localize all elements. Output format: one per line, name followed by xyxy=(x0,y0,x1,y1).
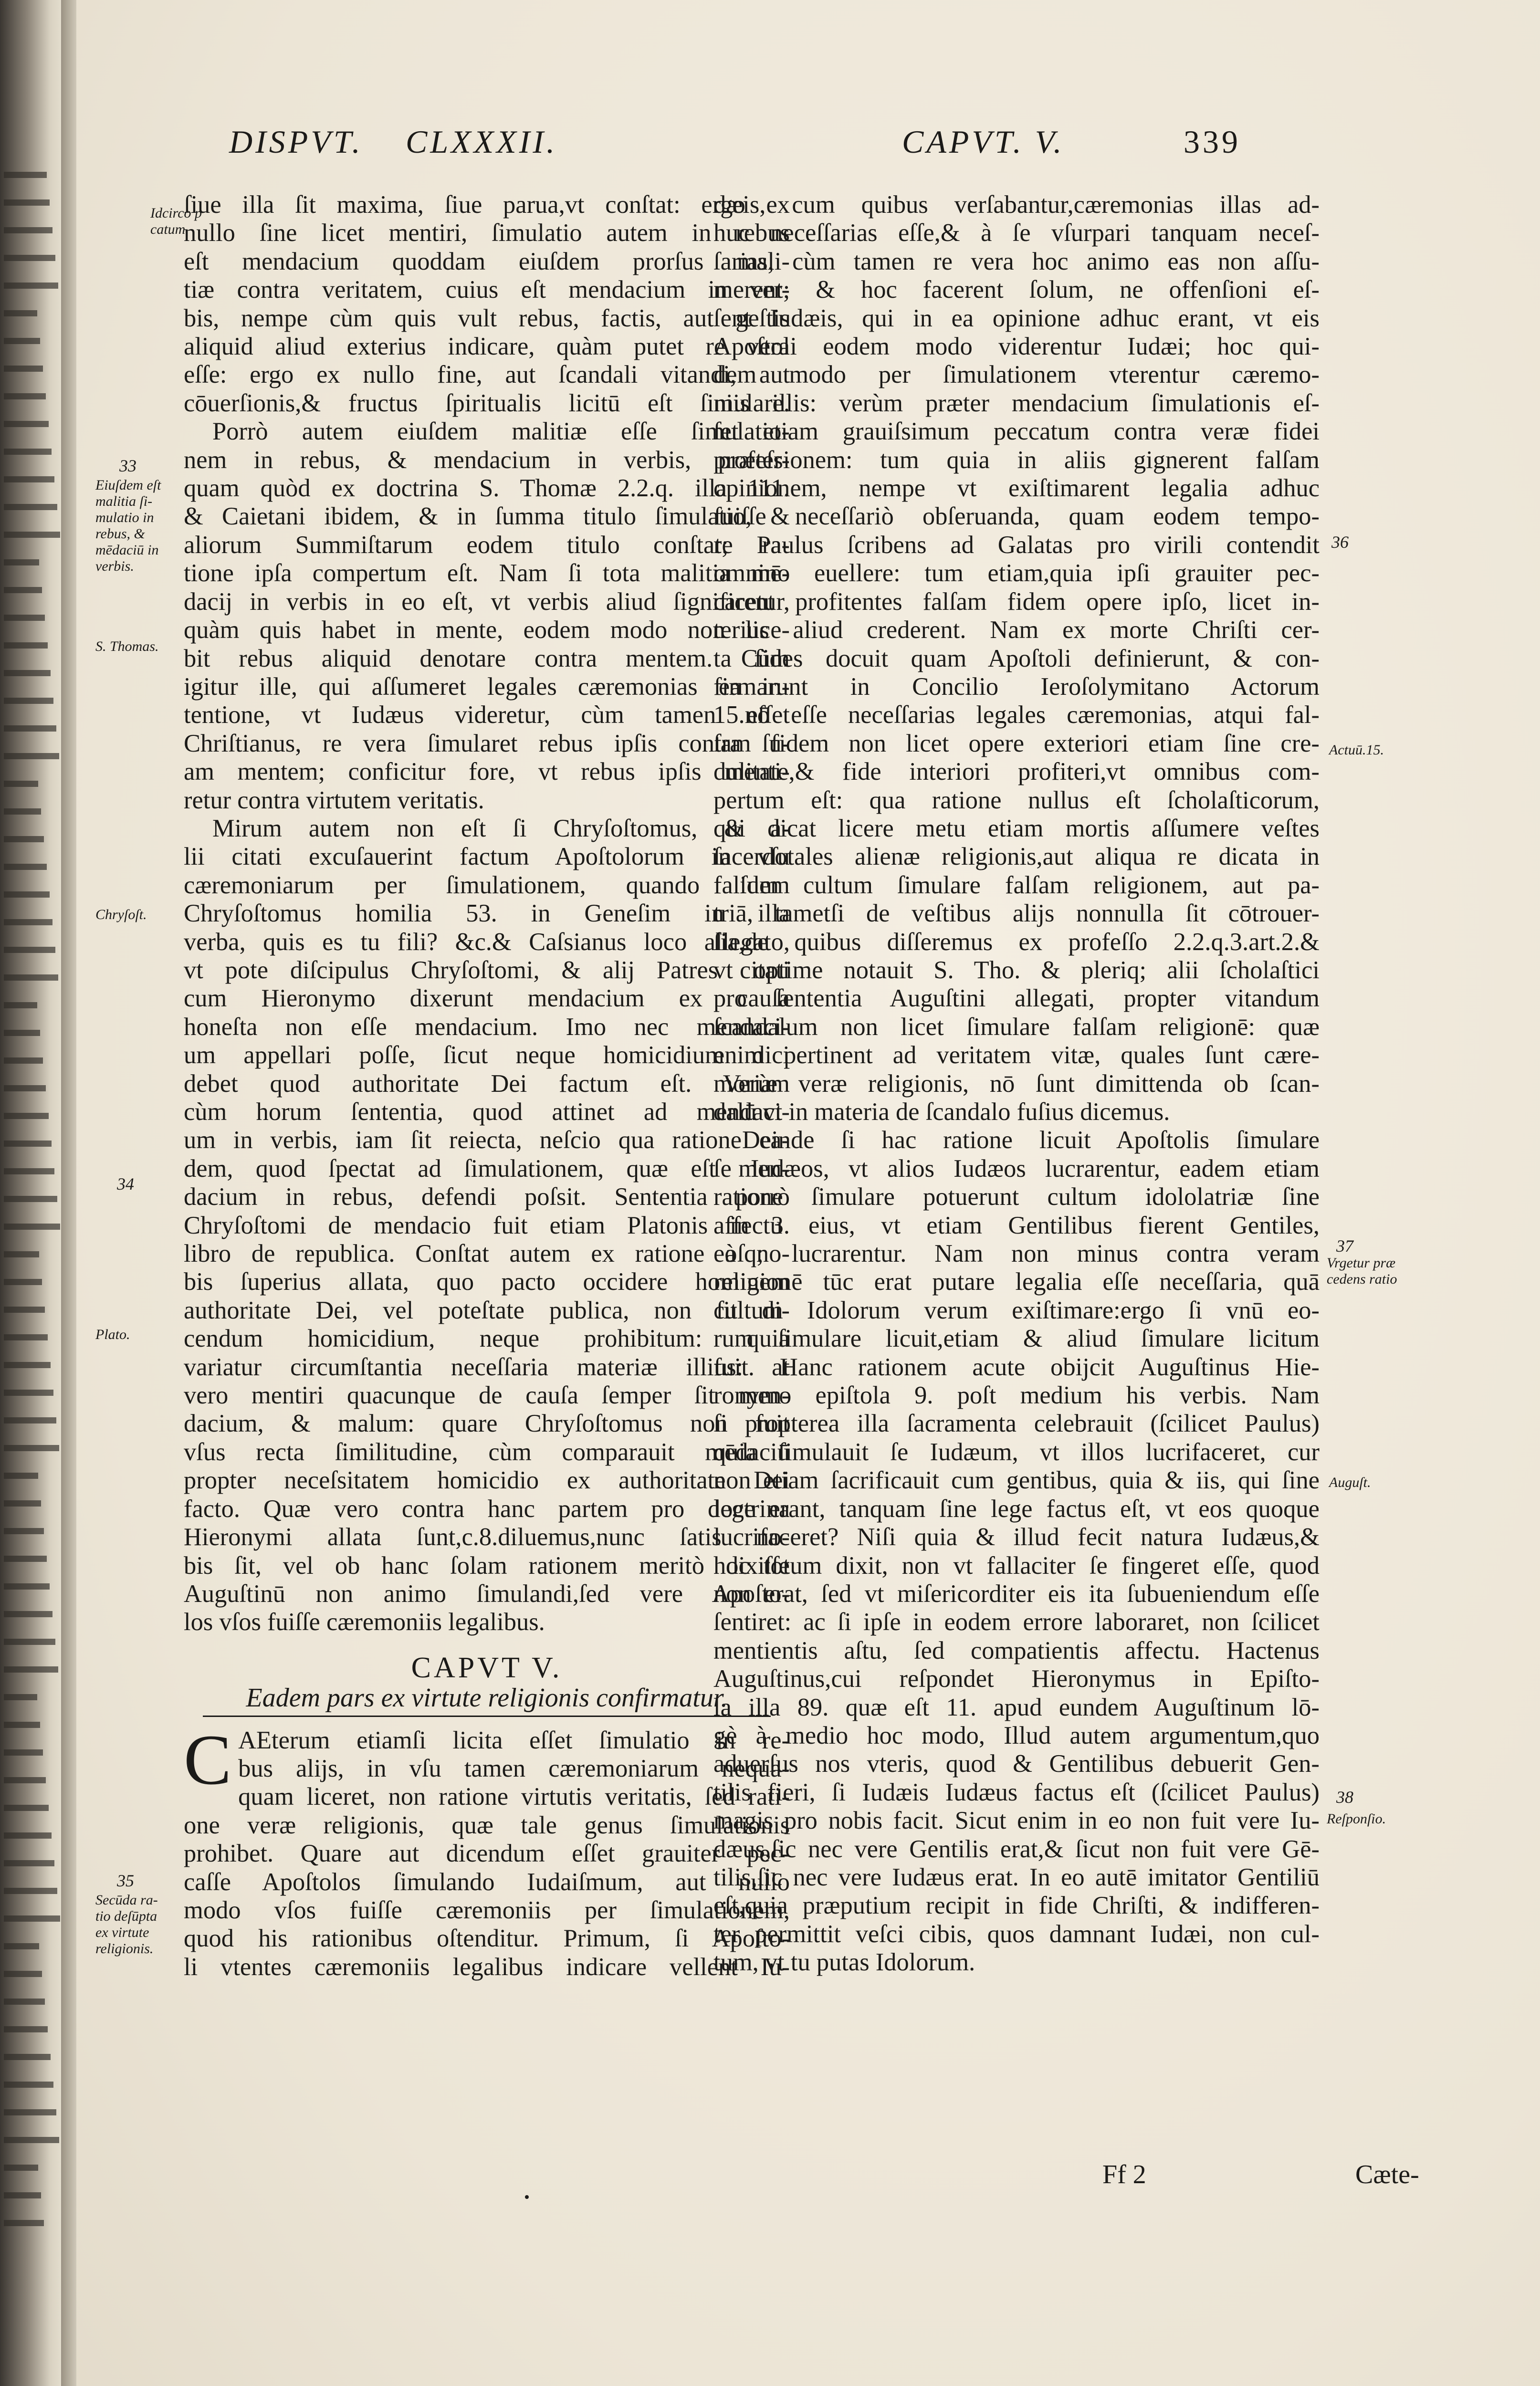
text-line: cendum homicidium, neque prohibitum: quia xyxy=(184,1325,790,1353)
edge-text-line xyxy=(4,725,56,732)
edge-text-line xyxy=(4,781,38,787)
text-line: ſacerdotales alienæ religionis,aut aliqua re dicata in xyxy=(713,843,1320,871)
text-line: bis, nempe cùm quis vult rebus, factis, aut geſtis xyxy=(184,304,790,332)
edge-text-line xyxy=(4,2220,44,2226)
text-line: nullo ſine licet mentiri, ſimulatio autem in rebus xyxy=(184,219,790,247)
right-text-column xyxy=(713,191,1320,1977)
text-line: qui dicat licere metu etiam mortis aſſumere veſtes xyxy=(713,814,1320,842)
text-line: ta fides docuit quam Apoſtoli definierunt, & con- xyxy=(713,644,1320,672)
text-line: & Caietani ibidem, & in ſumma titulo ſimulatio, & xyxy=(184,502,790,531)
text-line: Chryſoſtomi de mendacio fuit etiam Platonis in 3. xyxy=(184,1211,790,1239)
edge-text-line xyxy=(4,2054,51,2060)
text-line: ſam fidem non licet opere exteriori etiam ſine cre- xyxy=(713,729,1320,757)
text-line: bis ſuperius allata, quo pacto occidere hominem xyxy=(184,1268,790,1296)
edge-text-line xyxy=(4,1777,46,1783)
edge-text-line xyxy=(4,1971,42,1977)
margin-note: S. Thomas. xyxy=(95,638,159,654)
margin-number: 33 xyxy=(119,456,136,475)
margin-number: 35 xyxy=(117,1871,134,1890)
edge-text-line xyxy=(4,1915,60,1922)
text-line: cum Hieronymo dixerunt mendacium ex cauſa xyxy=(184,984,790,1013)
text-line: ſarias, cùm tamen re vera hoc animo eas non aſſu- xyxy=(713,247,1320,275)
edge-text-line xyxy=(4,449,52,455)
margin-number: 38 xyxy=(1336,1788,1353,1807)
text-line: ſia,de quibus diſſeremus ex profeſſo 2.2.q.3.art.2.& xyxy=(713,928,1320,956)
text-line: terius aliud crederent. Nam ex morte Chriſti cer- xyxy=(713,616,1320,644)
edge-text-line xyxy=(4,1999,45,2005)
margin-note-line: Idcirco p xyxy=(150,205,202,221)
paragraph xyxy=(184,418,790,815)
edge-text-line xyxy=(4,1307,45,1313)
text-line: quod his rationibus oſtenditur. Primum, ſi Apoſto- xyxy=(184,1925,790,1953)
edge-text-line xyxy=(4,1666,58,1673)
text-line: cùm horum ſententia, quod attinet ad mendaci- xyxy=(184,1098,790,1126)
text-line: omnino euellere: tum etiam,quia ipſi grauiter pec- xyxy=(713,559,1320,587)
text-line: merent; & hoc facerent ſolum, ne offenſioni eſ- xyxy=(713,276,1320,304)
margin-note: Plato. xyxy=(95,1327,130,1342)
margin-note xyxy=(95,477,172,575)
margin-note-line: rebus, & xyxy=(95,526,145,542)
edge-text-line xyxy=(4,1224,60,1230)
text-line: eoſq; lucrarentur. Nam non minus contra veram xyxy=(713,1240,1320,1268)
edge-text-line xyxy=(4,1500,41,1507)
text-line: honeſta non eſſe mendacium. Imo nec mendaci- xyxy=(184,1013,790,1041)
edge-text-line xyxy=(4,255,55,261)
margin-note-line: Secūda ra- xyxy=(95,1892,158,1908)
edge-text-line xyxy=(4,1528,44,1534)
margin-note xyxy=(95,1892,177,1957)
edge-text-line xyxy=(4,366,43,372)
edge-text-line xyxy=(4,1251,39,1257)
edge-text-line xyxy=(4,1196,57,1202)
paragraph xyxy=(184,815,790,1637)
text-line: religionē tūc erat putare legalia eſſe neceſſaria, quā xyxy=(713,1268,1320,1296)
text-line: cultum Idolorum verum exiſtimare:ergo ſi vnū eo- xyxy=(713,1296,1320,1324)
text-line: re Paulus ſcribens ad Galatas pro virili contendit xyxy=(713,531,1320,559)
edge-text-line xyxy=(4,1749,43,1756)
text-line: cōuerſionis,& fructus ſpiritualis licitū eſt ſimulare. xyxy=(184,389,790,417)
text-line: Chryſoſtomus homilia 53. in Geneſim in illa xyxy=(184,900,790,928)
edge-text-line xyxy=(4,504,57,510)
margin-note xyxy=(1327,1255,1422,1287)
text-line: hoc totum dixit, non vt fallaciter ſe fingeret eſſe, quod xyxy=(713,1551,1320,1580)
text-line: dulitate,& fide interiori profiteri,vt omnibus com- xyxy=(713,758,1320,786)
previous-page-edge xyxy=(0,0,67,2386)
text-line: tilis fieri, ſi Iudæis Iudæus factus eſt (ſcilicet Paulus) xyxy=(713,1778,1320,1806)
edge-text-line xyxy=(4,1943,39,1949)
text-line: non etiam ſacrificauit cum gentibus, quia & iis, qui ſine xyxy=(713,1466,1320,1495)
edge-text-line xyxy=(4,1417,56,1423)
text-line: modo vſos fuiſſe cæremoniis per ſimulationem, xyxy=(184,1896,790,1924)
margin-note: Auguſt. xyxy=(1329,1475,1371,1490)
text-line: Porrò autem eiuſdem malitiæ eſſe ſimulatio- xyxy=(212,418,790,446)
text-line: ratione ſimulare potuerunt cultum idololatriæ ſine xyxy=(713,1183,1320,1211)
signature-mark: Ff 2 xyxy=(1102,2160,1146,2189)
text-line: Mirum autem non eſt ſi Chryſoſtomus, & a- xyxy=(212,814,790,842)
edge-text-line xyxy=(4,836,44,842)
text-line: vero mentiri quacunque de cauſa ſemper ſit men- xyxy=(184,1381,790,1410)
text-line: verba, quis es tu fili? &c.& Caſsianus loco allegato, xyxy=(184,928,790,956)
text-line: ſentiret: ac ſi ipſe in eodem errore laboraret, non ſcilicet xyxy=(713,1608,1320,1636)
text-line: enim pertinent ad veritatem vitæ, quales ſunt cære- xyxy=(713,1041,1320,1069)
edge-text-line xyxy=(4,1279,42,1285)
margin-note-line: Vrgetur præ xyxy=(1327,1255,1396,1271)
text-line: variatur circumſtantia neceſſaria materiæ illius: at xyxy=(184,1353,790,1381)
edge-text-line xyxy=(4,2109,56,2115)
margin-note: Chryſoſt. xyxy=(95,907,147,922)
text-line: retur contra virtutem veritatis. xyxy=(184,786,484,814)
paragraph xyxy=(713,1126,1320,1977)
text-line: mentientis aſtu, ſed compatientis affectu. Hactenus xyxy=(713,1636,1320,1664)
printer-mark xyxy=(525,2195,529,2199)
edge-text-line xyxy=(4,1583,50,1590)
edge-text-line xyxy=(4,1860,54,1866)
edge-text-line xyxy=(4,476,54,482)
chapter-subtitle: Eadem pars ex virtute religionis confirmatur. xyxy=(203,1684,771,1716)
edge-text-line xyxy=(4,642,48,649)
text-line: ſcandalum non licet ſimulare falſam religionē: quæ xyxy=(713,1013,1320,1041)
paragraph xyxy=(713,191,1320,1126)
text-line: nem in rebus, & mendacium in verbis, præter- xyxy=(184,446,790,474)
text-line: debet quod authoritate Dei factum eſt. Verùm xyxy=(184,1069,790,1098)
edge-text-line xyxy=(4,1057,43,1064)
text-line: Chriſtianus, re vera ſimularet rebus ipſis contra ſu- xyxy=(184,729,790,757)
text-line: pertum eſt: qua ratione nullus eſt ſcholaſticorum, xyxy=(713,786,1320,814)
edge-text-line xyxy=(4,1390,53,1396)
margin-number: 37 xyxy=(1336,1236,1353,1256)
text-line: dem, quod ſpectat ad ſimulationem, quæ eſt men- xyxy=(184,1154,790,1183)
text-line: Auguſtinū non animo ſimulandi,ſed vere Apoſto- xyxy=(184,1580,790,1608)
margin-note-line: religionis. xyxy=(95,1941,154,1957)
text-line: um in verbis, iam ſit reiecta, neſcio qua ratione ea- xyxy=(184,1126,790,1154)
edge-text-line xyxy=(4,753,59,759)
text-line: prohibet. Quare aut dicendum eſſet grauiter pec- xyxy=(184,1840,790,1868)
edge-text-line xyxy=(4,1611,52,1617)
margin-note-line: malitia ſi- xyxy=(95,493,153,509)
edge-text-line xyxy=(4,947,55,953)
text-line: dacium, & malum: quare Chryſoſtomus non fuit xyxy=(184,1410,790,1438)
text-line: ſet etiam grauiſsimum peccatum contra veræ fidei xyxy=(713,418,1320,446)
edge-text-line xyxy=(4,2082,53,2088)
text-line: niis illis: verùm præter mendacium ſimulationis eſ- xyxy=(713,389,1320,417)
edge-text-line xyxy=(4,393,46,399)
text-line: lege erant, tanquam ſine lege factus eſt, vt eos quoque xyxy=(713,1495,1320,1523)
margin-note-line: mēdaciū in xyxy=(95,542,159,558)
text-line: lii citati excuſauerint factum Apoſtolorum in vſu xyxy=(184,843,790,871)
text-line: eſſe: ergo ex nullo fine, aut ſcandali vitandi, aut xyxy=(184,361,790,389)
edge-text-line xyxy=(4,2137,59,2143)
edge-text-line xyxy=(4,1722,40,1728)
text-line: tum, vt tu putas Idolorum. xyxy=(713,1948,975,1977)
text-line: huc neceſſarias eſſe,& à ſe vſurpari tanquam neceſ- xyxy=(713,219,1320,247)
text-line: falſum cultum ſimulare falſam religionem, aut pa- xyxy=(713,871,1320,899)
edge-text-line xyxy=(4,587,42,593)
text-line: caſſe Apoſtolos ſimulando Iudaiſmum, aut nullo xyxy=(184,1868,790,1896)
margin-note-line: Eiuſdem eſt xyxy=(95,477,161,493)
margin-note-line: ex virtute xyxy=(95,1925,149,1940)
edge-text-line xyxy=(4,532,60,538)
text-line: am mentem; conficitur fore, vt rebus ipſis menti- xyxy=(184,758,790,786)
text-line: la illa 89. quæ eſt 11. apud eundem Auguſtinum lō- xyxy=(713,1693,1320,1721)
text-line: tentione, vt Iudæus videretur, cùm tamen eſſet xyxy=(184,701,790,729)
edge-text-line xyxy=(4,1445,59,1451)
margin-note: Reſponſio. xyxy=(1327,1811,1386,1827)
edge-text-line xyxy=(4,421,49,427)
text-line: Hieronymi allata ſunt,c.8.diluemus,nunc ſatis no- xyxy=(184,1523,790,1551)
text-line: one veræ religionis, quæ tale genus ſimulationis xyxy=(184,1811,790,1839)
catchword: Cæte- xyxy=(1355,2160,1419,2189)
text-line: bus alijs, in vſu tamen cæremoniarum nequa- xyxy=(238,1754,790,1782)
edge-text-line xyxy=(4,974,58,981)
edge-text-line xyxy=(4,864,47,870)
text-line: ſiue illa ſit maxima, ſiue parua,vt conſtat: ergo ex xyxy=(184,191,790,219)
edge-text-line xyxy=(4,1639,55,1645)
edge-text-line xyxy=(4,919,52,925)
edge-text-line xyxy=(4,559,39,565)
edge-text-line xyxy=(4,808,41,815)
drop-cap: C xyxy=(184,1720,232,1800)
text-line: bis ſit, vel ob hanc ſolam rationem meritò dixiſſe xyxy=(184,1551,790,1580)
text-line: eſt,quia præputium recipit in fide Chriſti, & indifferen- xyxy=(713,1892,1320,1920)
text-line: igitur ille, qui aſſumeret legales cæremonias ea in- xyxy=(184,672,790,701)
text-line: triā, tametſi de veſtibus alijs nonnulla ſit cōtrouer- xyxy=(713,900,1320,928)
text-line: quam quòd ex doctrina S. Thomæ 2.2.q. illa 111. xyxy=(184,474,790,502)
page-number: 339 xyxy=(1184,124,1241,160)
text-line: quia ſimulauit ſe Iudæum, vt illos lucrifaceret, cur xyxy=(713,1438,1320,1466)
text-line: firmarunt in Concilio Ieroſolymitano Actorum xyxy=(713,672,1320,701)
text-line: ter permittit veſci cibis, quos damnant Iudæi, non cul- xyxy=(713,1920,1320,1948)
text-line: propter neceſsitatem homicidio ex authoritate Dei xyxy=(184,1466,790,1495)
edge-text-line xyxy=(4,199,50,206)
edge-text-line xyxy=(4,1334,48,1340)
edge-text-line xyxy=(4,1030,40,1036)
paragraph xyxy=(184,191,790,418)
edge-text-line xyxy=(4,1141,52,1147)
text-line: eſt mendacium quoddam eiuſdem prorſus mali- xyxy=(184,247,790,275)
edge-text-line xyxy=(4,2165,38,2171)
edge-text-line xyxy=(4,1888,57,1894)
edge-text-line xyxy=(4,2192,41,2198)
text-line: rum ſimulare licuit,etiam & aliud ſimulare licitum xyxy=(713,1325,1320,1353)
edge-text-line xyxy=(4,1832,52,1839)
edge-text-line xyxy=(4,670,51,676)
text-line: quàm quis habet in mente, eodem modo non lice- xyxy=(184,616,790,644)
text-line: dacium in rebus, defendi poſsit. Sententia porrò xyxy=(184,1183,790,1211)
text-line: non erat, ſed vt miſericorditer eis ita ſubueniendum eſſe xyxy=(713,1580,1320,1608)
text-line: pro ſententia Auguſtini allegati, propter vitandum xyxy=(713,984,1320,1013)
text-line: gè à medio hoc modo, Illud autem argumentum,quo xyxy=(713,1721,1320,1749)
edge-text-line xyxy=(4,310,37,316)
text-line: moriæ veræ religionis, nō ſunt dimittenda ob ſcan- xyxy=(713,1069,1320,1098)
text-line: los vſos fuiſſe cæremoniis legalibus. xyxy=(184,1608,545,1636)
text-line: Apoſtoli eodem modo viderentur Iudæi; hoc qui- xyxy=(713,333,1320,361)
edge-text-line xyxy=(4,227,52,233)
text-line: profeſsionem: tum quia in aliis gignerent falſam xyxy=(713,446,1320,474)
text-line: opinionem, nempe vt exiſtimarent legalia adhuc xyxy=(713,474,1320,502)
text-line: ſe Iudæos, vt alios Iudæos lucrarentur, eadem etiam xyxy=(713,1154,1320,1183)
chapter-title: CAPVT V. xyxy=(411,1651,563,1684)
text-line: vſus recta ſimilitudine, cùm comparauit mēdaciū xyxy=(184,1438,790,1466)
edge-text-line xyxy=(4,2026,48,2032)
book-page xyxy=(76,0,1540,2386)
running-head-right: CAPVT. V. xyxy=(902,124,1065,160)
text-line: carent profitentes falſam fidem opere ipſo, licet in- xyxy=(713,587,1320,616)
edge-text-line xyxy=(4,1085,46,1091)
text-line: Auguſtinus,cui reſpondet Hieronymus in Epiſto- xyxy=(713,1665,1320,1693)
text-line: lucrifaceret? Niſi quia & illud fecit natura Iudæus,& xyxy=(713,1523,1320,1551)
margin-note: Actuū.15. xyxy=(1329,742,1384,758)
margin-note-line: catum. xyxy=(150,221,189,237)
edge-text-line xyxy=(4,283,58,289)
text-line: dem modo per ſimulationem vterentur cæremo- xyxy=(713,361,1320,389)
text-line: tiæ contra veritatem, cuius eſt mendacium in ver- xyxy=(184,276,790,304)
text-line: vt optime notauit S. Tho. & pleriq; alii ſcholaſtici xyxy=(713,956,1320,984)
text-line: bit rebus aliquid denotare contra mentem. Cùm xyxy=(184,644,790,672)
margin-note-line: mulatio in xyxy=(95,510,154,525)
edge-text-line xyxy=(4,1473,38,1479)
running-head-left: DISPVT. xyxy=(229,124,363,160)
text-line: dalū vt in materia de ſcandalo fuſius dicemus. xyxy=(713,1098,1170,1126)
text-line: tilis,ſic nec vere Iudæus erat. In eo autē imitator Gentiliū xyxy=(713,1863,1320,1891)
paragraph xyxy=(184,1720,790,1982)
edge-text-line xyxy=(4,615,45,621)
text-line: aliorum Summiſtarum eodem titulo conſtat; ra- xyxy=(184,531,790,559)
margin-note-line: tio deſūpta xyxy=(95,1908,157,1924)
edge-text-line xyxy=(4,1362,51,1368)
edge-text-line xyxy=(4,1113,49,1119)
margin-note-line: cedens ratio xyxy=(1327,1271,1397,1287)
text-line: fuit. Hanc rationem acute obijcit Auguſtinus Hie- xyxy=(713,1353,1320,1381)
edge-text-line xyxy=(4,338,40,344)
text-line: dacij in verbis in eo eſt, vt verbis aliud ſignificetur, xyxy=(184,587,790,616)
text-line: dæis, cum quibus verſabantur,cæremonias illas ad- xyxy=(713,191,1320,219)
edge-text-line xyxy=(4,172,47,178)
text-line: libro de republica. Conſtat autem ex ratione à no- xyxy=(184,1240,790,1268)
text-line: ſi propterea illa ſacramenta celebrauit (ſcilicet Paulus) xyxy=(713,1410,1320,1438)
text-line: li vtentes cæremoniis legalibus indicare vellent Iu- xyxy=(184,1953,790,1981)
text-line: magis pro nobis facit. Sicut enim in eo non fuit vere Iu- xyxy=(713,1807,1320,1835)
edge-text-line xyxy=(4,1002,37,1008)
text-line: AEterum etiamſi licita eſſet ſimulatio in re- xyxy=(238,1726,790,1754)
margin-number: 34 xyxy=(117,1174,134,1193)
text-line: cæremoniarum per ſimulationem, quando idem xyxy=(184,871,790,899)
text-line: aliquid aliud exterius indicare, quàm putet re vera xyxy=(184,333,790,361)
text-line: quam liceret, non ratione virtutis veritatis, ſed rati- xyxy=(238,1783,790,1811)
text-line: ronymo epiſtola 9. poſt medium his verbis. Nam xyxy=(713,1381,1320,1410)
text-line: tione ipſa compertum eſt. Nam ſi tota malitia mē- xyxy=(184,559,790,587)
edge-text-line xyxy=(4,891,50,898)
edge-text-line xyxy=(4,1556,47,1562)
text-line: authoritate Dei, vel poteſtate publica, non ſit di- xyxy=(184,1296,790,1324)
text-line: dæus,ſic nec vere Gentilis erat,& ſicut non fuit vere Gē- xyxy=(713,1835,1320,1863)
edge-text-line xyxy=(4,698,53,704)
edge-text-line xyxy=(4,1694,37,1700)
running-head-center: CLXXXII. xyxy=(406,124,558,160)
margin-note-line: verbis. xyxy=(95,558,134,574)
text-line: um appellari poſſe, ſicut neque homicidium dici xyxy=(184,1041,790,1069)
text-line: aduerſus nos vteris, quod & Gentilibus debuerit Gen- xyxy=(713,1750,1320,1778)
text-line: fuiſſe neceſſariò obſeruanda, quam eodem tempo- xyxy=(713,502,1320,531)
left-text-column xyxy=(184,191,790,1981)
text-line: Deinde ſi hac ratione licuit Apoſtolis ſimulare xyxy=(742,1126,1320,1154)
text-line: 15.nō eſſe neceſſarias legales cæremonias, atqui fal- xyxy=(713,701,1320,729)
text-line: affectu eius, vt etiam Gentilibus fierent Gentiles, xyxy=(713,1211,1320,1239)
edge-text-line xyxy=(4,1168,54,1174)
margin-number: 36 xyxy=(1331,533,1349,552)
text-line: ſent Iudæis, qui in ea opinione adhuc erant, vt eis xyxy=(713,304,1320,332)
edge-text-line xyxy=(4,1805,49,1811)
text-line: facto. Quæ vero contra hanc partem pro doctrina xyxy=(184,1495,790,1523)
text-line: vt pote diſcipulus Chryſoſtomi, & alij Patres citati xyxy=(184,956,790,984)
